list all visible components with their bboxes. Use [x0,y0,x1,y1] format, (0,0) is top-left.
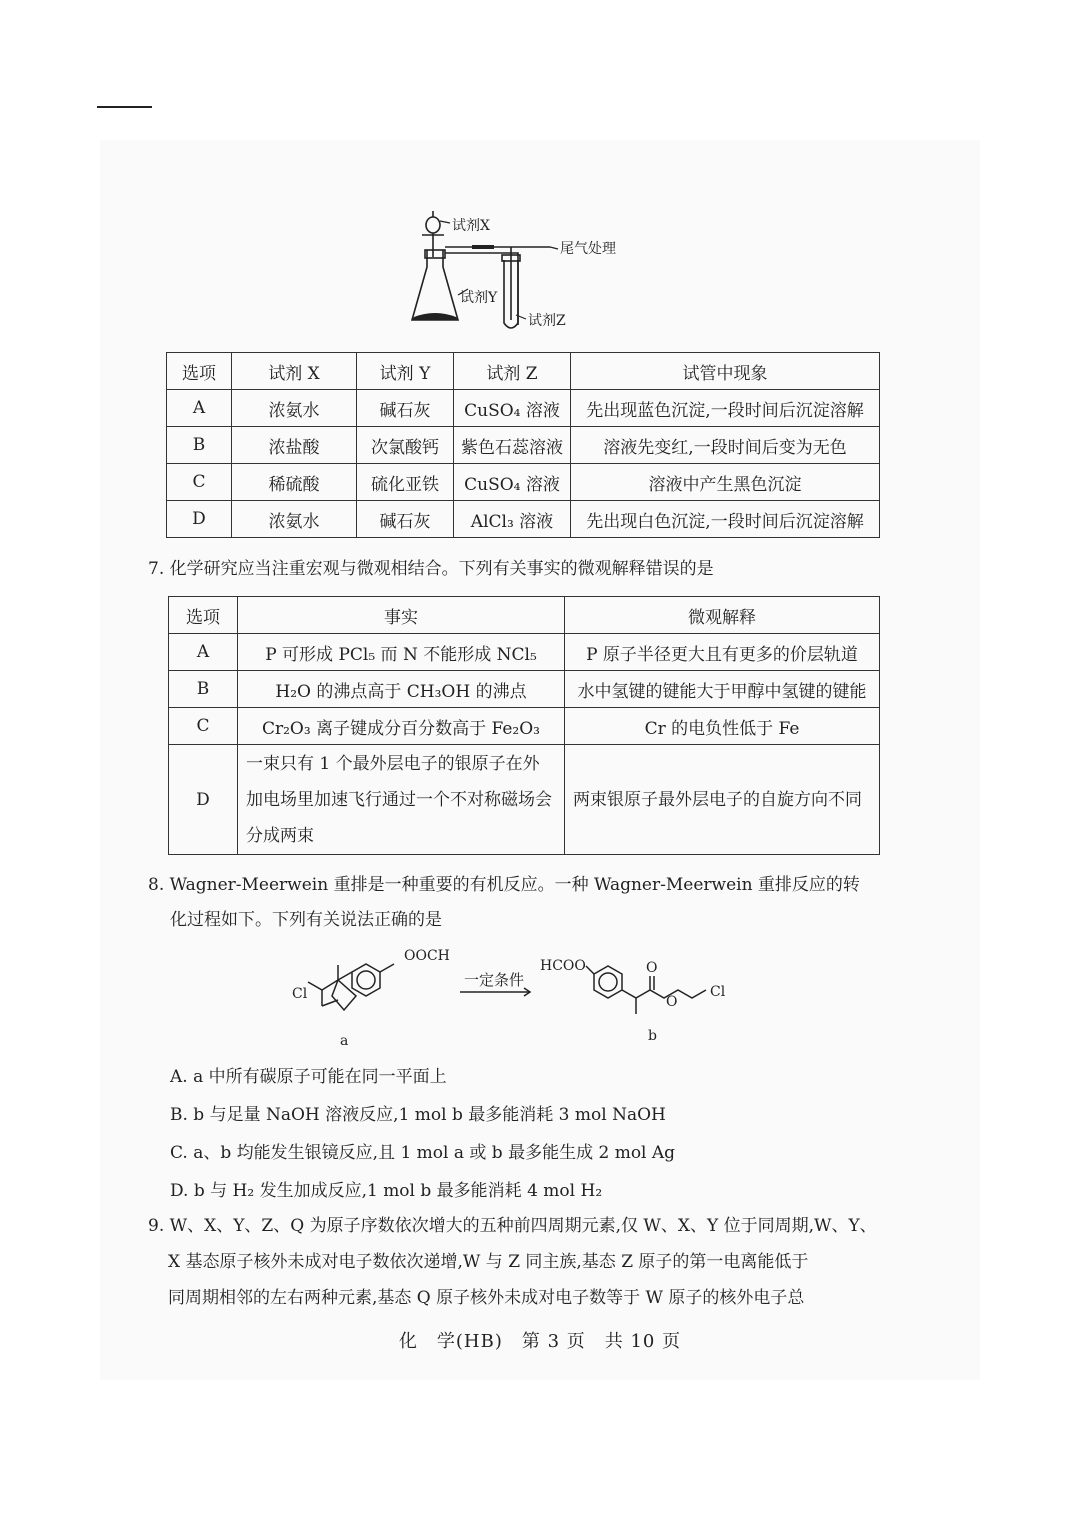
table-cell: CuSO₄ 溶液 [454,464,571,501]
question-8-stem-line1: 8. Wagner-Meerwein 重排是一种重要的有机反应。一种 Wagner-Meerwein 重排反应的转 [148,875,860,895]
header-cell: 微观解释 [565,597,880,634]
page-footer: 化 学(HB) 第 3 页 共 10 页 [398,1331,682,1352]
table-row [169,745,880,855]
table-cell: H₂O 的沸点高于 CH₃OH 的沸点 [238,671,565,708]
table-cell: Cr₂O₃ 离子键成分百分数高于 Fe₂O₃ [238,708,565,745]
table-row [167,464,880,501]
header-cell: 选项 [169,597,238,634]
header-cell: 选项 [167,353,232,390]
table-row [169,671,880,708]
label-b: b [648,1028,657,1044]
table-header-row [169,597,880,634]
reagent-x-label: 试剂X [452,218,490,234]
table-row [167,501,880,538]
table-cell: 两束银原子最外层电子的自旋方向不同 [565,745,880,855]
reagent-z-label: 试剂Z [528,313,566,329]
label-a: a [340,1033,349,1049]
reagent-y-label: 试剂Y [460,290,498,306]
table-cell: 溶液先变红,一段时间后变为无色 [571,427,880,464]
table-cell: C [167,464,232,501]
table-row [169,634,880,671]
option-a: A. a 中所有碳原子可能在同一平面上 [170,1067,447,1087]
table-cell: C [169,708,238,745]
question-7-stem: 7. 化学研究应当注重宏观与微观相结合。下列有关事实的微观解释错误的是 [148,559,714,579]
reaction-scheme [290,940,790,1050]
table-cell: 紫色石蕊溶液 [454,427,571,464]
table-cell: B [169,671,238,708]
table-cell: 水中氢键的键能大于甲醇中氢键的键能 [565,671,880,708]
question-9-line1: 9. W、X、Y、Z、Q 为原子序数依次增大的五种前四周期元素,仅 W、X、Y 位于同周期,W、Y、 [148,1216,877,1236]
table-cell: A [167,390,232,427]
header-cell: 事实 [238,597,565,634]
option-c: C. a、b 均能发生银镜反应,且 1 mol a 或 b 最多能生成 2 mol Ag [170,1143,676,1163]
table-cell: AlCl₃ 溶液 [454,501,571,538]
fact-table [168,596,880,855]
header-cell: 试剂 Y [357,353,454,390]
table-cell: 一束只有 1 个最外层电子的银原子在外加电场里加速飞行通过一个不对称磁场会分成两束 [238,745,565,855]
option-d: D. b 与 H₂ 发生加成反应,1 mol b 最多能消耗 4 mol H₂ [170,1181,603,1201]
table-cell: Cr 的电负性低于 Fe [565,708,880,745]
table-cell: B [167,427,232,464]
table-cell: CuSO₄ 溶液 [454,390,571,427]
question-8-stem-line2: 化过程如下。下列有关说法正确的是 [170,910,442,930]
table-row [167,390,880,427]
reaction-condition: 一定条件 [464,971,525,989]
table-header-row [167,353,880,390]
option-b: B. b 与足量 NaOH 溶液反应,1 mol b 最多能消耗 3 mol NaOH [170,1105,666,1125]
header-cell: 试管中现象 [571,353,880,390]
table-cell: 碱石灰 [357,501,454,538]
table-cell: 浓盐酸 [232,427,357,464]
table-cell: 浓氨水 [232,390,357,427]
question-9-line2: X 基态原子核外未成对电子数依次递增,W 与 Z 同主族,基态 Z 原子的第一电离能低于 [168,1252,809,1272]
table-cell: 次氯酸钙 [357,427,454,464]
table-cell: 硫化亚铁 [357,464,454,501]
apparatus-diagram [400,205,650,340]
top-rule [97,106,152,108]
cl-atom-b: Cl [710,984,726,1000]
question-9-line3: 同周期相邻的左右两种元素,基态 Q 原子核外未成对电子数等于 W 原子的核外电子总 [168,1288,805,1308]
table-cell: 先出现白色沉淀,一段时间后沉淀溶解 [571,501,880,538]
group-ooch: OOCH [404,948,450,964]
ester-o: O [666,994,678,1010]
table-cell: P 可形成 PCl₅ 而 N 不能形成 NCl₅ [238,634,565,671]
header-cell: 试剂 X [232,353,357,390]
table-cell: P 原子半径更大且有更多的价层轨道 [565,634,880,671]
table-cell: 浓氨水 [232,501,357,538]
group-hcoo: HCOO [540,958,586,974]
table-row [167,427,880,464]
table-cell: 溶液中产生黑色沉淀 [571,464,880,501]
table-cell: D [167,501,232,538]
table-cell: 碱石灰 [357,390,454,427]
reagent-table [166,352,880,538]
table-cell: D [169,745,238,855]
carbonyl-o: O [646,960,658,976]
header-cell: 试剂 Z [454,353,571,390]
table-cell: 先出现蓝色沉淀,一段时间后沉淀溶解 [571,390,880,427]
table-cell: 稀硫酸 [232,464,357,501]
table-row [169,708,880,745]
exhaust-label: 尾气处理 [560,241,616,257]
table-cell: A [169,634,238,671]
cl-atom-a: Cl [292,986,308,1002]
